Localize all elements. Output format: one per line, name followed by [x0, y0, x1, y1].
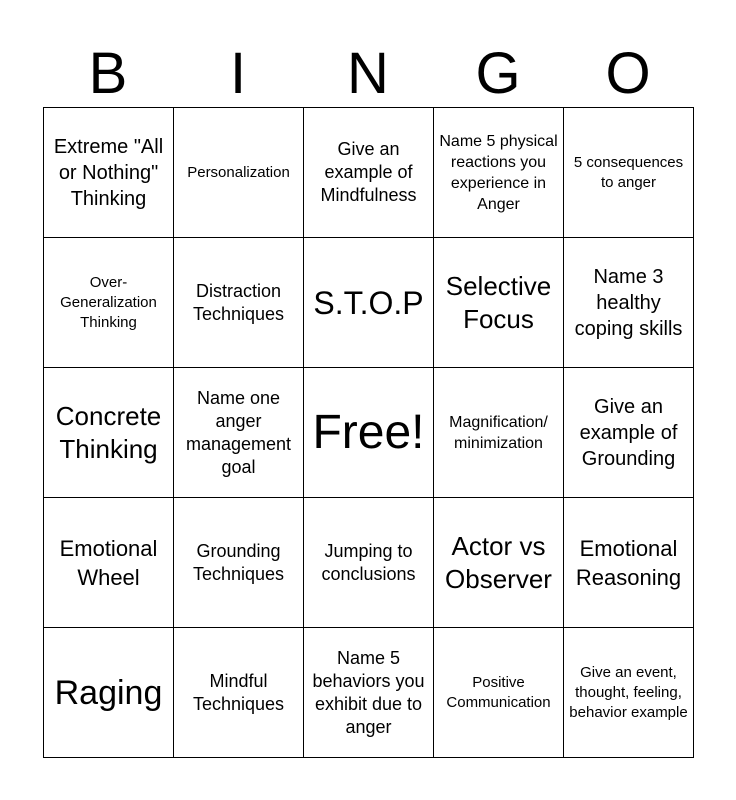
- cell-text: Name one anger management goal: [185, 387, 292, 477]
- bingo-cell[interactable]: [564, 108, 694, 238]
- header-letter-n: N: [347, 41, 389, 106]
- cell-text: Emotional Reasoning: [575, 535, 682, 590]
- cell-text: Magnification/ minimization: [449, 413, 548, 452]
- cell-text: Give an example of Mindfulness: [320, 139, 417, 205]
- bingo-cell[interactable]: [564, 238, 694, 368]
- cell-text: S.T.O.P: [313, 284, 424, 321]
- header-letter-i: I: [229, 41, 247, 106]
- cell-text: Free!: [312, 405, 425, 459]
- cell-text: Name 5 behaviors you exhibit due to anger: [312, 647, 425, 737]
- cell-text: Give an event, thought, feeling, behavior example: [569, 663, 688, 721]
- board-row: [44, 498, 694, 628]
- free-space-cell[interactable]: [304, 368, 434, 498]
- bingo-cell[interactable]: [174, 368, 304, 498]
- cell-text: Name 5 physical reactions you experience in Anger: [439, 132, 558, 213]
- header-letter-g: G: [475, 41, 521, 106]
- bingo-cell[interactable]: [564, 628, 694, 758]
- bingo-cell[interactable]: [304, 108, 434, 238]
- bingo-cell[interactable]: [44, 498, 174, 628]
- cell-text: Jumping to conclusions: [321, 540, 416, 584]
- cell-text: Give an example of Grounding: [579, 395, 678, 470]
- bingo-cell[interactable]: [174, 108, 304, 238]
- bingo-cell[interactable]: [304, 238, 434, 368]
- cell-text: Raging: [54, 673, 163, 712]
- bingo-cell[interactable]: [174, 498, 304, 628]
- bingo-cell[interactable]: [44, 628, 174, 758]
- bingo-cell[interactable]: [304, 498, 434, 628]
- cell-text: Extreme "All or Nothing" Thinking: [53, 135, 164, 210]
- bingo-cell[interactable]: [434, 238, 564, 368]
- bingo-cell[interactable]: [174, 628, 304, 758]
- bingo-cell[interactable]: [564, 498, 694, 628]
- board-row: [44, 368, 694, 498]
- bingo-cell[interactable]: [44, 238, 174, 368]
- bingo-board: [43, 107, 694, 758]
- bingo-cell[interactable]: [44, 108, 174, 238]
- cell-text: Distraction Techniques: [192, 280, 285, 324]
- bingo-cell[interactable]: [44, 368, 174, 498]
- bingo-cell[interactable]: [434, 108, 564, 238]
- bingo-cell[interactable]: [564, 368, 694, 498]
- bingo-cell[interactable]: [174, 238, 304, 368]
- cell-text: Actor vs Observer: [445, 530, 552, 594]
- cell-text: Name 3 healthy coping skills: [574, 265, 683, 340]
- header-letter-b: B: [88, 41, 128, 106]
- cell-text: Emotional Wheel: [59, 535, 158, 590]
- cell-text: Over-Generalization Thinking: [60, 273, 157, 331]
- board-row: [44, 108, 694, 238]
- cell-text: Selective Focus: [445, 270, 552, 334]
- bingo-cell[interactable]: [434, 368, 564, 498]
- cell-text: 5 consequences to anger: [573, 153, 684, 191]
- cell-text: Concrete Thinking: [55, 400, 162, 464]
- cell-text: Positive Communication: [446, 673, 551, 711]
- cell-text: Grounding Techniques: [192, 540, 285, 584]
- bingo-header: [43, 40, 693, 108]
- bingo-cell[interactable]: [304, 628, 434, 758]
- cell-text: Personalization: [187, 163, 290, 181]
- header-letter-o: O: [605, 41, 651, 106]
- board-row: [44, 238, 694, 368]
- bingo-cell[interactable]: [434, 498, 564, 628]
- board-row: [44, 628, 694, 758]
- cell-text: Mindful Techniques: [192, 670, 285, 714]
- bingo-cell[interactable]: [434, 628, 564, 758]
